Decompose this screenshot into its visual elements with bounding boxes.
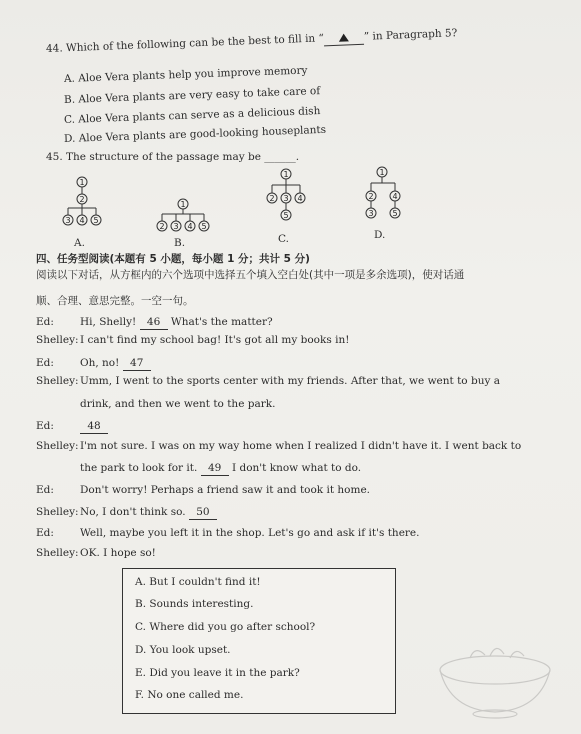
structure-diagram-c xyxy=(262,166,312,236)
triangle-icon xyxy=(339,33,349,41)
line-text: Don't worry! Perhaps a friend saw it and took it home. xyxy=(80,484,371,496)
node-4: 4 xyxy=(392,192,398,201)
dialogue-line-8 xyxy=(36,505,217,520)
choice-a: A. But I couldn't find it! xyxy=(135,576,261,588)
node-1: 1 xyxy=(283,170,289,179)
dialogue-line-1 xyxy=(36,315,273,330)
speaker: Ed: xyxy=(36,357,54,369)
structure-diagram-d xyxy=(358,164,408,230)
diagram-d-label: D. xyxy=(374,229,386,241)
node-3: 3 xyxy=(173,222,179,231)
speaker: Ed: xyxy=(36,484,54,496)
q44-stem-end: ” in Paragraph 5? xyxy=(363,27,458,43)
dialogue-line-2 xyxy=(36,333,349,347)
q44-option-b: B. Aloe Vera plants are very easy to take care of xyxy=(63,85,321,106)
dialogue-line-6-cont xyxy=(80,461,361,476)
q44-option-d: D. Aloe Vera plants are good-looking houseplants xyxy=(63,123,327,145)
blank-49: 49 xyxy=(201,461,229,476)
node-4: 4 xyxy=(187,222,193,231)
line-text-after: I don't know what to do. xyxy=(231,462,362,474)
speaker: Shelley: xyxy=(36,334,79,346)
diagram-c-svg xyxy=(262,166,312,232)
speaker: Shelley: xyxy=(36,375,79,387)
structure-diagram-b xyxy=(154,196,214,240)
q44-stem xyxy=(46,26,458,57)
speaker: Shelley: xyxy=(36,440,79,452)
node-1: 1 xyxy=(79,178,85,187)
node-3: 3 xyxy=(65,216,71,225)
line-text: Oh, no! xyxy=(80,357,120,369)
section-instruction-1: 阅读以下对话，从方框内的六个选项中选择五个填入空白处(其中一项是多余选项)，使对话通 xyxy=(36,269,465,281)
dialogue-line-4 xyxy=(36,374,500,388)
answer-choices-box xyxy=(122,568,396,714)
node-1: 1 xyxy=(379,168,385,177)
diagram-b-svg xyxy=(154,196,214,236)
bowl-watermark-icon xyxy=(430,640,560,720)
line-text: I'm not sure. I was on my way home when I realized I didn't have it. I went back to xyxy=(80,440,522,452)
node-2: 2 xyxy=(79,195,85,204)
line-text: OK. I hope so! xyxy=(80,547,156,559)
line-text: No, I don't think so. xyxy=(80,506,186,518)
diagram-a-label: A. xyxy=(74,237,85,249)
blank-47: 47 xyxy=(123,356,151,371)
dialogue-line-10 xyxy=(36,546,156,560)
line-text: Umm, I went to the sports center with my friends. After that, we went to buy a xyxy=(80,375,500,387)
diagram-c-label: C. xyxy=(278,233,289,245)
node-5: 5 xyxy=(93,216,99,225)
blank-50: 50 xyxy=(189,505,217,520)
node-2: 2 xyxy=(368,192,374,201)
section-title: 四、任务型阅读(本题有 5 小题，每小题 1 分；共计 5 分) xyxy=(36,253,310,265)
q44-stem-start: 44. Which of the following can be the best to fill in “ xyxy=(45,32,325,55)
choice-d: D. You look upset. xyxy=(135,644,231,656)
diagram-d-svg xyxy=(358,164,408,226)
node-4: 4 xyxy=(79,216,85,225)
node-1: 1 xyxy=(180,200,186,209)
dialogue-line-4-cont: drink, and then we went to the park. xyxy=(80,398,276,410)
node-5: 5 xyxy=(283,211,289,220)
dialogue-line-6 xyxy=(36,439,521,453)
node-2: 2 xyxy=(269,194,275,203)
node-5: 5 xyxy=(392,209,398,218)
dialogue-line-7 xyxy=(36,483,370,497)
speaker: Ed: xyxy=(36,420,54,432)
line-text: Well, maybe you left it in the shop. Let's go and ask if it's there. xyxy=(80,527,420,539)
blank-46: 46 xyxy=(140,315,168,330)
speaker: Shelley: xyxy=(36,547,79,559)
q44-option-a: A. Aloe Vera plants help you improve memory xyxy=(63,64,308,85)
diagram-b-label: B. xyxy=(174,237,186,249)
choice-c: C. Where did you go after school? xyxy=(135,621,316,633)
dialogue-line-9 xyxy=(36,526,419,540)
line-text-after: What's the matter? xyxy=(170,316,273,328)
q44-option-c: C. Aloe Vera plants can serve as a delicious dish xyxy=(63,105,321,126)
line-text: I can't find my school bag! It's got all my books in! xyxy=(80,334,350,346)
q45-stem: 45. The structure of the passage may be ______. xyxy=(46,151,300,163)
dialogue-line-3 xyxy=(36,356,151,371)
speaker: Ed: xyxy=(36,527,54,539)
node-4: 4 xyxy=(297,194,303,203)
dialogue-line-5 xyxy=(36,419,108,434)
node-5: 5 xyxy=(201,222,207,231)
choice-f: F. No one called me. xyxy=(135,689,244,701)
node-3: 3 xyxy=(283,194,289,203)
speaker: Ed: xyxy=(36,316,54,328)
node-2: 2 xyxy=(159,222,165,231)
blank-48: 48 xyxy=(80,419,108,434)
choice-e: E. Did you leave it in the park? xyxy=(135,667,300,679)
speaker: Shelley: xyxy=(36,506,79,518)
choice-b: B. Sounds interesting. xyxy=(135,598,254,610)
line-text: the park to look for it. xyxy=(80,462,198,474)
section-instruction-2: 顺、合理、意思完整。一空一句。 xyxy=(36,295,194,307)
q44-blank xyxy=(324,30,365,47)
node-3: 3 xyxy=(368,209,374,218)
line-text: Hi, Shelly! xyxy=(80,316,137,328)
